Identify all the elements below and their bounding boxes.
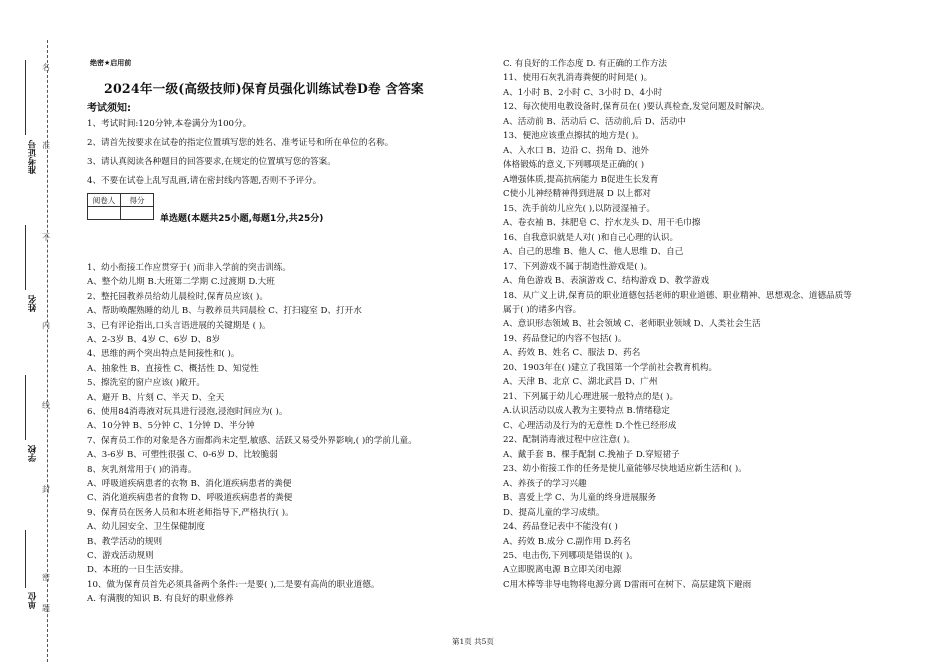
question-line: A、天津 B、北京 C、湖北武昌 D、广州	[503, 377, 658, 388]
question-line: A、10分钟 B、5分钟 C、1分钟 D、半分钟	[87, 421, 255, 432]
question-line: A、养孩子的学习兴趣	[503, 478, 587, 489]
question-line: 19、药品登记的内容不包括( )。	[503, 333, 627, 344]
question-line: A、戴手套 B、棵手配制 C.挽袖子 D.穿短裙子	[503, 449, 680, 460]
question-line: A、整个幼儿期 B.大班第二学期 C.过渡期 D.大班	[87, 277, 275, 288]
question-line: 8、灰乳剂常用于( )的消毒。	[87, 464, 197, 475]
question-line: 2、整托园教养员给幼儿晨检时,保育员应该( )。	[87, 291, 268, 302]
question-line: 12、每次使用电教设备时,保育员在( )要认真检查,发觉问题及时解决。	[503, 102, 770, 113]
question-line: 24、药品登记表中不能没有( )	[503, 522, 618, 533]
margin-field-name: 姓名	[28, 295, 38, 312]
question-line: A、入水口 B、边沿 C、拐角 D、池外	[503, 145, 649, 156]
question-line: 18、从广义上讲,保育员的职业道德包括老师的职业道德、职业精神、思想观念、道德品质等	[503, 290, 852, 301]
instructions-heading: 考试须知:	[87, 103, 131, 114]
question-line: A、帮助唤醒熟睡的幼儿 B、与教养员共同晨检 C、打扫寝室 D、打开水	[87, 306, 362, 317]
question-line: B、喜爱上学 C、为儿童的终身进展服务	[503, 493, 657, 504]
question-line: 11、使用石灰乳消毒粪便的时间是( )。	[503, 73, 653, 84]
score-label: 得分	[121, 194, 154, 207]
question-line: A、幼儿园安全、卫生保健制度	[87, 522, 205, 533]
question-line: 16、自我意识就是人对( )和自己心理的认识。	[503, 232, 679, 243]
question-line: A立即脱离电源 B立即关闭电源	[503, 565, 622, 576]
margin-char: 题	[42, 604, 50, 613]
name-line	[25, 225, 26, 290]
margin-char: 不	[42, 233, 50, 242]
question-line: C、消化道疾病患者的食物 D、呼吸道疾病患者的粪便	[87, 493, 293, 504]
question-line: A、意识形态领域 B、社会领域 C、老师职业领域 D、人类社会生活	[503, 319, 761, 330]
margin-char: 内	[42, 321, 50, 330]
question-line: 1、幼小衔接工作应贯穿于( )而非入学前的突击训练。	[87, 263, 291, 273]
margin-char: 密	[42, 573, 50, 582]
admission-number-line	[25, 60, 26, 135]
question-line: 体格锻炼的意义,下列哪项是正确的( )	[503, 160, 645, 171]
question-line: A增强体质,提高抗病能力 B促进生长发育	[503, 174, 659, 185]
exam-title: 2024年一级(高级技师)保育员强化训练试卷D卷 含答案	[104, 81, 424, 96]
margin-field-unit: 单位	[28, 592, 38, 609]
section-title: 单选题(本题共25小题,每题1分,共25分)	[160, 214, 324, 224]
question-line: A、3-6岁 B、可塑性很强 C、0-6岁 D、比较脆弱	[87, 450, 278, 461]
question-line: 9、保育员在医务人员和本班老师指导下,严格执行( )。	[87, 507, 294, 518]
question-line: 23、幼小衔接工作的任务是使儿童能够尽快地适应新生活和( )。	[503, 464, 747, 475]
reviewer-label: 阅卷人	[88, 194, 121, 207]
question-line: D、提高儿童的学习成绩。	[503, 507, 605, 518]
question-line: 5、擦洗室的窗户应该( )敞开。	[87, 378, 206, 389]
question-line: 17、下列游戏不属于制造性游戏是( )。	[503, 261, 653, 272]
question-line: C、心理活动及行为的无意性 D.个性已经形成	[503, 420, 677, 431]
question-line: A、抽象性 B、直接性 C、概括性 D、知觉性	[87, 363, 259, 374]
margin-char: 封	[42, 485, 50, 494]
question-line: A、卷衣袖 B、抹肥皂 C、拧水龙头 D、用干毛巾擦	[503, 218, 701, 229]
question-line: A、药效 B、姓名 C、服法 D、药名	[503, 348, 641, 359]
question-line: C、游戏活动规则	[87, 551, 154, 561]
seal-dashed-line	[47, 40, 48, 662]
question-line: 20、1903年在( )建立了我国第一个学前社会教育机构。	[503, 362, 718, 373]
question-line: 25、电击伤,下列哪项是错误的( )。	[503, 550, 638, 561]
question-line: B、教学活动的规则	[87, 536, 163, 547]
margin-char: 线	[42, 401, 50, 410]
question-line: 21、下列属于幼儿心理进展一般特点的是( )。	[503, 391, 679, 402]
question-line: A、2-3岁 B、4岁 C、6岁 D、8岁	[87, 335, 221, 345]
question-line: A、药效 B.成分 C.副作用 D.药名	[503, 536, 631, 547]
question-line: C. 有良好的工作态度 D. 有正确的工作方法	[503, 59, 668, 69]
confidential-mark: 绝密★启用前	[90, 59, 132, 67]
unit-line	[25, 530, 26, 588]
question-line: 13、便池应该重点擦拭的地方是( )。	[503, 131, 644, 142]
question-line: 22、配制消毒液过程中应注意( )。	[503, 435, 636, 446]
question-line: 6、使用84消毒液对玩具进行浸泡,浸泡时间应为( )。	[87, 407, 288, 417]
question-line: C使小儿神经精神得到进展 D 以上都对	[503, 189, 651, 200]
question-line: 7、保育员工作的对象是各方面都尚未定型,敏感、活跃又易受外界影响,( )的学前儿童。	[87, 435, 417, 446]
question-line: C用木棒等非导电物将电源分离 D雷雨可在树下、高层建筑下避雨	[503, 579, 752, 590]
question-line: 4、思维的两个突出特点是间接性和( )。	[87, 349, 240, 360]
instruction-item: 1、考试时间:120分钟,本卷满分为100分。	[87, 119, 252, 129]
question-line: A、避开 B、片刻 C、半天 D、全天	[87, 392, 225, 403]
instruction-item: 3、请认真阅读各种题目的回答要求,在规定的位置填写您的答案。	[87, 157, 336, 167]
question-line: 3、已有评论指出,口头言语进展的关键期是 ( )。	[87, 320, 271, 331]
margin-field-school: 学校	[28, 445, 38, 462]
question-line: A、自己的思维 B、他人 C、他人思维 D、自己	[503, 247, 684, 258]
instruction-item: 4、不要在试卷上乱写乱画,请在密封线内答题,否则不予评分。	[87, 176, 322, 186]
score-box	[87, 193, 154, 220]
question-line: A、角色游戏 B、表演游戏 C、结构游戏 D、教学游戏	[503, 276, 710, 287]
question-line: A.认识活动以成人教为主要特点 B.情绪稳定	[503, 406, 670, 417]
instruction-item: 2、请首先按要求在试卷的指定位置填写您的姓名、准考证号和所在单位的名称。	[87, 138, 394, 148]
page-footer: 第1页 共5页	[452, 637, 494, 646]
question-line: A、活动前 B、活动后 C、活动前,后 D、活动中	[503, 116, 687, 127]
score-cell[interactable]	[121, 207, 154, 220]
margin-char: 名	[42, 63, 50, 72]
question-line: 15、洗手前幼儿应先( ),以防浸湿袖子。	[503, 203, 656, 214]
question-line: A、呼吸道疾病患者的衣物 B、消化道疾病患者的粪便	[87, 479, 292, 489]
question-line: 10、做为保育员首先必须具备两个条件:一是要( ),二是要有高尚的职业道德。	[87, 579, 380, 590]
school-line	[25, 375, 26, 440]
margin-field-admission-number: 准考证号	[28, 140, 38, 174]
question-line: D、本班的一日生活安排。	[87, 565, 189, 576]
question-line: A、1小时 B、2小时 C、3小时 D、4小时	[503, 87, 663, 98]
question-line: A. 有满腹的知识 B. 有良好的职业修养	[87, 594, 234, 605]
margin-char: 准	[42, 141, 50, 150]
question-line: 属于( )的诸多内容。	[503, 304, 582, 315]
reviewer-cell[interactable]	[88, 207, 121, 220]
